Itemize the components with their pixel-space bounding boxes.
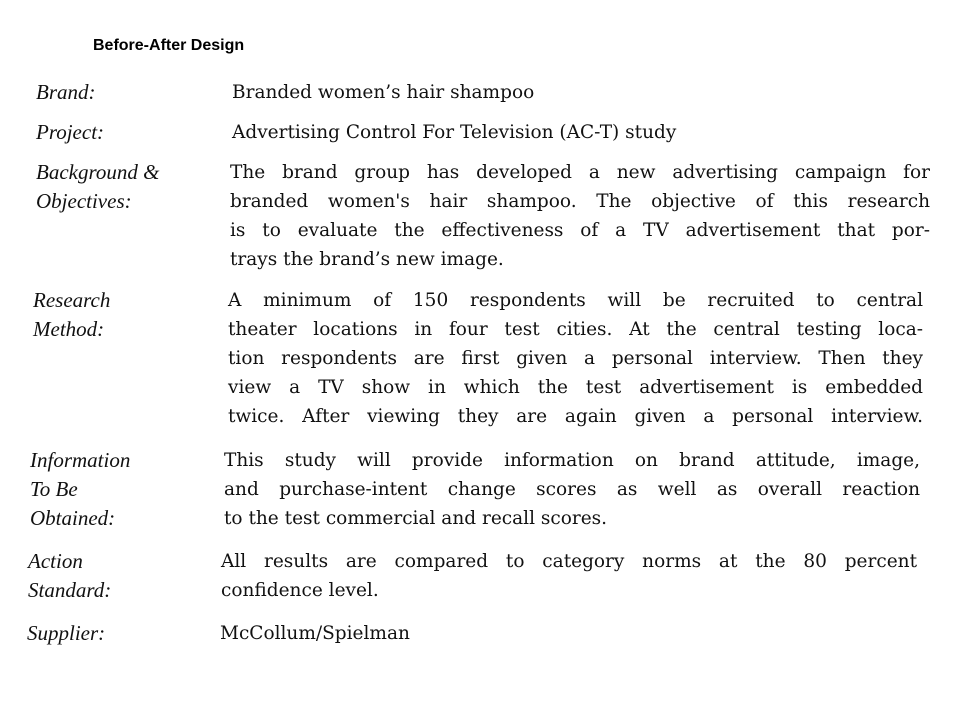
background-text-line: is to evaluate the effectiveness of a TV advertisement that por- — [230, 220, 930, 241]
background-text-line: branded women's hair shampoo. The objective of this research — [230, 191, 930, 212]
method-text-line: view a TV show in which the test advertisement is embedded — [228, 377, 923, 398]
information-text-line: and purchase-intent change scores as well as overall reaction — [224, 479, 920, 500]
action-label-line: Action — [28, 549, 83, 573]
method-text-line: twice. After viewing they are again given a personal interview. — [228, 406, 923, 427]
action-label-line: Standard: — [28, 578, 112, 602]
method-text-line: theater locations in four test cities. At the central testing loca- — [228, 319, 923, 340]
action-text-line: confidence level. — [221, 580, 379, 601]
brand-value: Branded women’s hair shampoo — [232, 82, 535, 103]
method-text-line: A minimum of 150 respondents will be recruited to central — [228, 290, 923, 311]
method-text — [228, 286, 923, 431]
method-label-line: Method: — [33, 317, 105, 341]
information-label-line: Obtained: — [30, 506, 116, 530]
method-label-line: Research — [33, 288, 111, 312]
information-text — [224, 446, 920, 533]
background-label — [36, 158, 226, 216]
information-label-line: To Be — [30, 477, 78, 501]
project-value: Advertising Control For Television (AC-T) study — [232, 122, 677, 143]
action-text-line: All results are compared to category norms at the 80 percent — [221, 551, 917, 572]
information-label — [30, 446, 220, 533]
brand-label: Brand: — [36, 80, 96, 104]
page-title: Before-After Design — [93, 37, 245, 54]
supplier-value: McCollum/Spielman — [220, 623, 410, 644]
method-text-line: tion respondents are first given a personal interview. Then they — [228, 348, 923, 369]
background-text-line: trays the brand’s new image. — [230, 249, 504, 270]
background-text — [230, 158, 930, 274]
method-label — [33, 286, 223, 344]
information-text-line: to the test commercial and recall scores. — [224, 508, 608, 529]
information-text-line: This study will provide information on brand attitude, image, — [224, 450, 920, 471]
action-text — [221, 547, 917, 605]
project-label: Project: — [36, 120, 105, 144]
supplier-label: Supplier: — [27, 621, 106, 645]
background-label-line: Background & — [36, 160, 160, 184]
background-text-line: The brand group has developed a new advertising campaign for — [230, 162, 930, 183]
action-label — [28, 547, 218, 605]
information-label-line: Information — [30, 448, 131, 472]
background-label-line: Objectives: — [36, 189, 132, 213]
